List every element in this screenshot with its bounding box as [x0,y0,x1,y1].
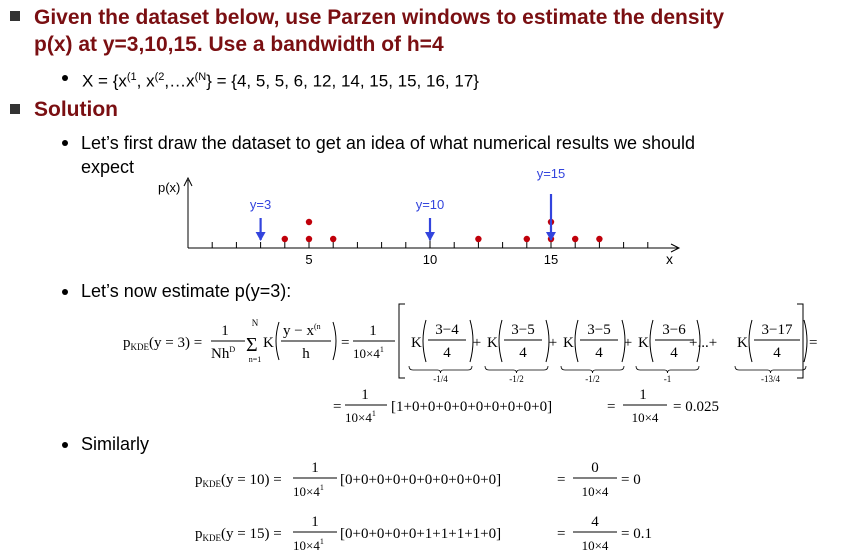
eq1-term-den: 4 [670,345,678,361]
bullet-3-text: Similarly [81,434,150,454]
eq1-term-num: 3−4 [435,322,459,338]
marker-label-y3: y=3 [249,197,272,212]
eq1-underbrace [636,366,699,373]
eq2-frac-num: 1 [311,460,319,476]
svg-text:+: + [623,335,633,351]
eq1-line2-bracket: [1+0+0+0+0+0+0+0+0+0] [391,399,553,415]
eq1-underbrace [485,366,548,373]
eq3-res-num: 4 [591,514,599,530]
marker-arrowhead-icon [425,232,435,241]
eq1-line2-num: 1 [361,387,369,403]
eq2-res-den: 10×4 [581,484,609,499]
eq1-kernel-den: h [302,346,310,362]
eq2-lhs: $p_{KDE}(y = 10)$ = [195,472,282,489]
title-bullet-icon [10,11,20,21]
svg-text:=: = [607,399,616,415]
eq3-frac-num: 1 [311,514,319,530]
svg-text:=: = [809,335,818,351]
eq1-ellipsis: +...+ [689,335,718,351]
eq2-bracket: [0+0+0+0+0+0+0+0+0+0] [340,472,502,488]
eq1-sum-bot: n=1 [248,355,262,364]
eq3-frac-den: $10\times 4^1$ [293,537,324,553]
bullet-3-icon [62,442,68,448]
dataset-plot [150,160,690,270]
equation-p-y3 [115,298,825,428]
title-line-2: p(x) at y=3,10,15. Use a bandwidth of h=4 [34,33,444,56]
eq1-term-k: K [737,335,748,351]
eq1-underbrace [561,366,624,373]
eq1-underbrace [409,366,472,373]
bullet-1-line-2: expect [81,157,135,177]
svg-text:+: + [548,335,558,351]
data-point [306,219,312,225]
eq1-term-den: 4 [443,345,451,361]
solution-heading: Solution [34,98,118,121]
data-point [572,236,578,242]
marker-arrowhead-icon [256,232,266,241]
eq2-result: = 0 [621,472,641,488]
x-tick-label-15: 15 [543,252,559,267]
eq1-term-under: -13/4 [761,374,780,384]
marker-label-y10: y=10 [415,197,445,212]
eq1-term-num: 3−17 [761,322,793,338]
svg-text:=: = [333,399,342,415]
eq1-term-under: -1 [663,374,672,384]
svg-text:=: = [341,335,350,351]
eq1-underbrace [735,366,806,373]
y-axis-label: p(x) [158,180,181,195]
dataset-bullet-icon [62,75,68,81]
eq1-lhs: $p_{KDE}(y = 3)$ = [123,335,203,352]
eq1-term-den: 4 [595,345,603,361]
svg-text:=: = [557,526,566,542]
equation-p-y15 [195,508,675,558]
eq1-line2-res-num: 1 [639,387,647,403]
eq1-kernel-k: K [263,335,274,351]
eq3-res-den: 10×4 [581,538,609,553]
bullet-1-line-1: Let’s first draw the dataset to get an idea of what numerical results we should [81,133,696,153]
svg-text:=: = [557,472,566,488]
bullet-2-icon [62,289,68,295]
eq1-line2-den: $10\times 4^1$ [345,409,376,425]
eq1-term-den: 4 [519,345,527,361]
eq1-term-k: K [487,335,498,351]
eq1-sum-top: N [251,318,259,328]
data-point [596,236,602,242]
eq1-term-under: -1/2 [585,374,600,384]
eq1-term-under: -1/4 [433,374,448,384]
eq1-term-den: 4 [773,345,781,361]
eq1-term-num: 3−5 [587,322,611,338]
eq2-frac-den: $10\times 4^1$ [293,483,324,499]
equation-p-y10 [195,454,675,504]
eq1-term-under: -1/2 [509,374,524,384]
eq1-term-k: K [563,335,574,351]
bullet-1-icon [62,140,68,146]
data-point [306,236,312,242]
bullet-2-text: Let’s now estimate p(y=3): [81,281,292,301]
eq1-frac1-num: 1 [221,323,229,339]
dataset-line: $X = \{x^{(1}$, $x^{(2},\dots x^{(N}\} = \{4$, 5, 5, 6, 12, 14, 15, 15, 16, 17} [82,71,479,91]
eq1-term-num: 3−5 [511,322,535,338]
title-line-1: Given the dataset below, use Parzen windows to estimate the density [34,6,725,29]
eq1-sum-icon: Σ [246,334,258,356]
eq2-res-num: 0 [591,460,599,476]
eq1-frac2-den: $10\times 4^1$ [353,345,384,361]
eq3-lhs: $p_{KDE}(y = 15)$ = [195,526,282,543]
eq1-result: = 0.025 [673,399,719,415]
x-tick-label-5: 5 [305,252,313,267]
x-axis-label: x [666,251,673,267]
eq1-frac2-num: 1 [369,323,377,339]
eq1-term-k: K [638,335,649,351]
marker-label-y15: y=15 [536,166,566,181]
solution-bullet-icon [10,104,20,114]
eq1-line2-res-den: 10×4 [631,410,659,425]
eq1-term-k: K [411,335,422,351]
eq3-result: = 0.1 [621,526,652,542]
data-point [524,236,530,242]
data-point [330,236,336,242]
svg-text:+: + [472,335,482,351]
data-point [475,236,481,242]
eq1-term-num: 3−6 [662,322,686,338]
eq1-frac1-den: $Nh^D$ [211,345,236,362]
data-point [282,236,288,242]
x-tick-label-10: 10 [422,252,438,267]
marker-arrowhead-icon [546,232,556,241]
eq1-kernel-num: $y - x^{(n}$ [283,322,321,339]
eq3-bracket: [0+0+0+0+0+1+1+1+1+0] [340,526,502,542]
